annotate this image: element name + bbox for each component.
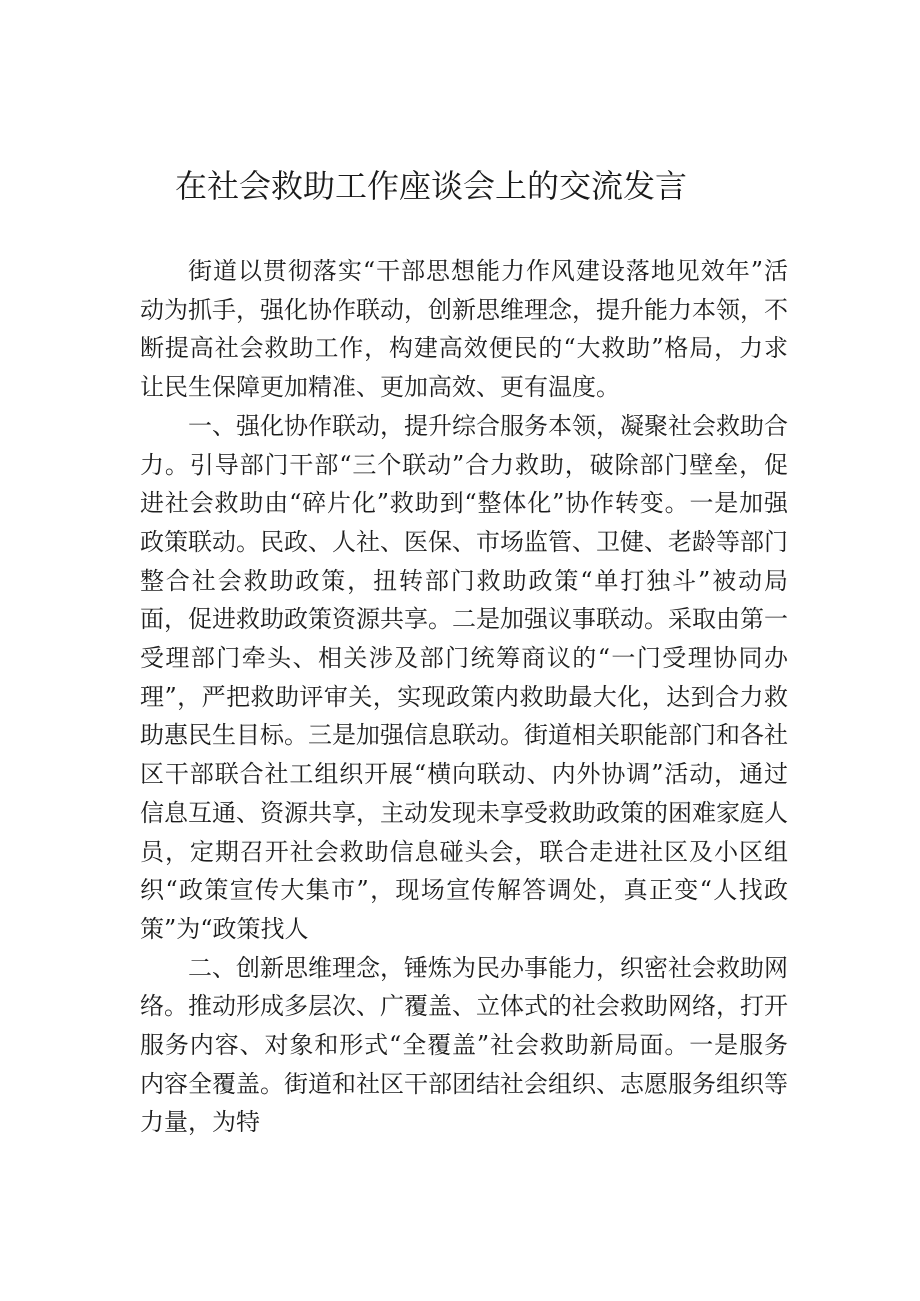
paragraph-intro: 街道以贯彻落实“干部思想能力作风建设落地见效年”活动为抓手，强化协作联动，创新思维理念，提升能力本领，不断提高社会救助工作，构建高效便民的“大救助”格局，力求让民生保障更加精准、更加高效、更有温度。 (140, 257, 788, 402)
document-title: 在社会救助工作座谈会上的交流发言 (174, 167, 687, 205)
document-body (140, 252, 788, 1142)
paragraph-section-1: 一、强化协作联动，提升综合服务本领，凝聚社会救助合力。引导部门干部“三个联动”合力救助，破除部门壁垒，促进社会救助由“碎片化”救助到“整体化”协作转变。一是加强政策联动。民政、人社、医保、市场监管、卫健、老龄等部门整合社会救助政策，扭转部门救助政策“单打独斗”被动局面，促进救助政策资源共享。二是加强议事联动。采取由第一受理部门牵头、相关涉及部门统筹商议的“一门受理协同办理”，严把救助评审关，实现政策内救助最大化，达到合力救助惠民生目标。三是加强信息联动。街道相关职能部门和各社区干部联合社工组织开展“横向联动、内外协调”活动，通过信息互通、资源共享，主动发现未享受救助政策的困难家庭人员，定期召开社会救助信息碰头会，联合走进社区及小区组织“政策宣传大集市”，现场宣传解答调处，真正变“人找政策”为“政策找人 (140, 411, 788, 943)
paragraph-section-2: 二、创新思维理念，锤炼为民办事能力，织密社会救助网络。推动形成多层次、广覆盖、立体式的社会救助网络，打开服务内容、对象和形式“全覆盖”社会救助新局面。一是服务内容全覆盖。街道和社区干部团结社会组织、志愿服务组织等力量，为特 (140, 953, 788, 1137)
